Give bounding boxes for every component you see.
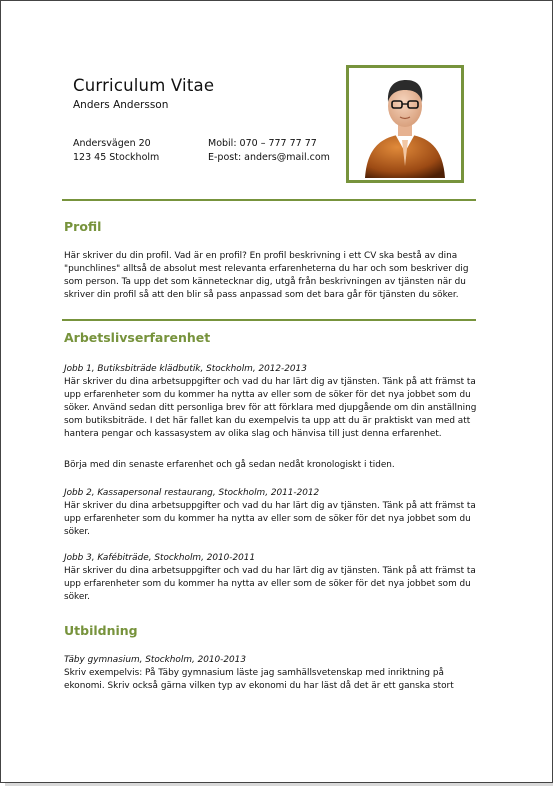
job-title: Jobb 3, Kafébiträde, Stockholm, 2010-2011 xyxy=(64,553,256,563)
contact-block xyxy=(208,137,330,165)
person-name: Anders Andersson xyxy=(73,99,169,111)
document-title: Curriculum Vitae xyxy=(73,76,215,95)
utbildning-heading: Utbildning xyxy=(64,623,138,638)
job-title: Jobb 1, Butiksbiträde klädbutik, Stockholm, 2012-2013 xyxy=(64,364,307,374)
school-title: Täby gymnasium, Stockholm, 2010-2013 xyxy=(64,655,246,665)
email-address: E-post: anders@mail.com xyxy=(208,152,330,163)
job-description: Här skriver du dina arbetsuppgifter och vad du har lärt dig av tjänsten. Tänk på att främst ta upp erfarenheter som du kommer ha nytta av eller som de söker för det nya jobbet som du söker. xyxy=(64,501,476,537)
job-description: Här skriver du dina arbetsuppgifter och vad du har lärt dig av tjänsten. Tänk på att främst ta upp erfarenheter som du kommer ha nytta av eller som de söker för det nya jobbet som du söker. xyxy=(64,566,476,602)
divider xyxy=(62,199,476,201)
address-city: 123 45 Stockholm xyxy=(73,152,160,163)
profile-photo xyxy=(346,65,464,183)
job-note: Börja med din senaste erfarenhet och gå sedan nedåt kronologiskt i tiden. xyxy=(64,460,395,470)
person-avatar-icon xyxy=(349,68,461,180)
address-block xyxy=(73,137,159,165)
divider xyxy=(62,319,476,321)
job-title: Jobb 2, Kassapersonal restaurang, Stockholm, 2011-2012 xyxy=(64,488,320,498)
address-street: Andersvägen 20 xyxy=(73,138,151,149)
profil-text: Här skriver du din profil. Vad är en profil? En profil beskrivning i ett CV ska bestå av dina "punchlines" alltså de absolut mest relevanta erfarenheterna du har och som beskriver dig som person. Ta upp det som kännetecknar dig, utgå från beskrivningen av tjänsten när du skriver din profil så att den blir så pass anpassad som det bara går för tjänsten du söker. xyxy=(64,251,469,300)
school-description: Skriv exempelvis: På Täby gymnasium läste jag samhällsvetenskap med inriktning på ekonomi. Skriv också gärna vilken typ av ekonomi du har läst då det är ett ganska stort xyxy=(64,668,454,691)
arbetslivserfarenhet-heading: Arbetslivserfarenhet xyxy=(64,330,211,345)
phone-number: Mobil: 070 – 777 77 77 xyxy=(208,138,317,149)
profil-heading: Profil xyxy=(64,219,102,234)
job-description: Här skriver du dina arbetsuppgifter och vad du har lärt dig av tjänsten. Tänk på att främst ta upp erfarenheter som du kommer ha nytta av eller som de söker för det nya jobbet som du söker. Använd sedan ditt personliga brev för att förklara med djupgående om din anställning som butiksbiträde. I det här fallet kan du exempelvis ta upp att du är praktiskt van med att hantera pengar och kassasystem av olika slag och hänvisa till just denna erfarenhet. xyxy=(64,377,477,439)
